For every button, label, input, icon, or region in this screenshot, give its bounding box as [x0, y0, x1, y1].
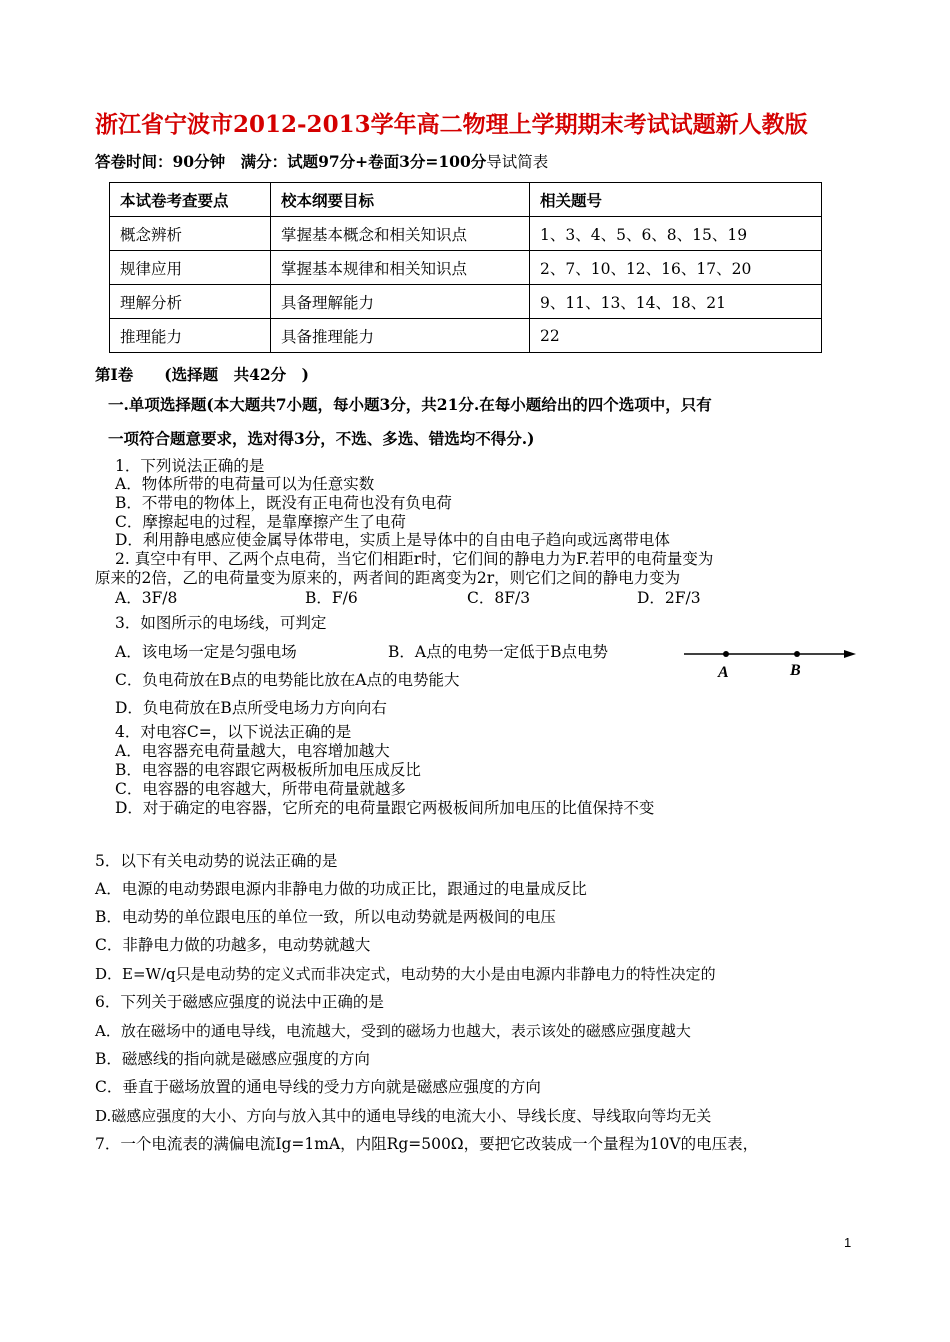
q3-stem: 3．如图所示的电场线，可判定: [115, 614, 327, 632]
q5-option-d: D．E=W/q只是电动势的定义式而非决定式，电动势的大小是由电源内非静电力的特性决定的: [95, 965, 716, 983]
exam-info: [95, 150, 548, 172]
table-cell: 掌握基本规律和相关知识点: [271, 251, 530, 285]
q5-option-c: C．非静电力做的功越多，电动势就越大: [95, 936, 371, 954]
table-cell: 9、11、13、14、18、21: [530, 285, 822, 319]
q2-option-a: A．3F/8: [115, 589, 178, 607]
table-row: [110, 217, 822, 251]
q2-option-d: D．2F/3: [637, 589, 701, 607]
electric-field-line-diagram: [680, 640, 860, 685]
table-header: 本试卷考查要点: [110, 183, 271, 217]
table-cell: 规律应用: [110, 251, 271, 285]
q3-option-a: A．该电场一定是匀强电场: [115, 643, 297, 661]
q3-option-d: D．负电荷放在B点所受电场力方向向右: [115, 699, 387, 717]
q2-option-b: B．F/6: [305, 589, 358, 607]
table-header: 校本纲要目标: [271, 183, 530, 217]
q1-option-a: A．物体所带的电荷量可以为任意实数: [115, 475, 375, 493]
q1-option-c: C．摩擦起电的过程，是靠摩擦产生了电荷: [115, 513, 406, 531]
point-a-dot: [723, 651, 729, 657]
q1-option-b: B．不带电的物体上，既没有正电荷也没有负电荷: [115, 494, 452, 512]
q6-option-c: C．垂直于磁场放置的通电导线的受力方向就是磁感应强度的方向: [95, 1078, 541, 1096]
q6-option-d: D.磁感应强度的大小、方向与放入其中的通电导线的电流大小、导线长度、导线取向等均无关: [95, 1107, 712, 1125]
table-row: [110, 319, 822, 353]
exam-info-label: 答卷时间：90分钟 满分：试题97分+卷面3分=100分: [95, 152, 487, 171]
table-cell: 概念辨析: [110, 217, 271, 251]
table-header-row: [110, 183, 822, 217]
table-cell: 掌握基本概念和相关知识点: [271, 217, 530, 251]
page-number: 1: [844, 1235, 852, 1250]
section-instruction-line2: 一项符合题意要求，选对得3分，不选、多选、错选均不得分.): [108, 429, 535, 448]
q7-stem: 7．一个电流表的满偏电流Ig=1mA，内阻Rg=500Ω，要把它改装成一个量程为10V的电压表，: [95, 1135, 759, 1153]
q1-option-d: D．利用静电感应使金属导体带电，实质上是导体中的自由电子趋向或远离带电体: [115, 531, 670, 549]
q4-option-b: B．电容器的电容跟它两极板所加电压成反比: [115, 761, 421, 779]
exam-guide-table: [109, 182, 822, 353]
point-b-dot: [794, 651, 800, 657]
table-header: 相关题号: [530, 183, 822, 217]
exam-info-suffix: 导试简表: [486, 153, 549, 171]
q5-stem: 5．以下有关电动势的说法正确的是: [95, 852, 338, 870]
q3-option-b: B．A点的电势一定低于B点电势: [388, 643, 608, 661]
q2-option-c: C．8F/3: [467, 589, 531, 607]
q6-stem: 6．下列关于磁感应强度的说法中正确的是: [95, 993, 384, 1011]
q4-option-c: C．电容器的电容越大，所带电荷量就越多: [115, 780, 406, 798]
q4-option-d: D．对于确定的电容器，它所充的电荷量跟它两极板间所加电压的比值保持不变: [115, 799, 655, 817]
point-b-label: B: [790, 662, 801, 679]
table-cell: 具备理解能力: [271, 285, 530, 319]
table-row: [110, 285, 822, 319]
q6-option-b: B．磁感线的指向就是磁感应强度的方向: [95, 1050, 370, 1068]
section-instruction-line1: 一.单项选择题(本大题共7小题，每小题3分，共21分.在每小题给出的四个选项中，只有: [108, 395, 712, 414]
q5-option-a: A．电源的电动势跟电源内非静电力做的功成正比，跟通过的电量成反比: [95, 880, 587, 898]
q1-stem: 1．下列说法正确的是: [115, 457, 265, 475]
q4-option-a: A．电容器充电荷量越大，电容增加越大: [115, 742, 390, 760]
table-cell: 理解分析: [110, 285, 271, 319]
table-cell: 1、3、4、5、6、8、15、19: [530, 217, 822, 251]
q2-stem-line1: 2. 真空中有甲、乙两个点电荷，当它们相距r时，它们间的静电力为F.若甲的电荷量变为: [115, 550, 714, 568]
table-cell: 2、7、10、12、16、17、20: [530, 251, 822, 285]
field-arrow-head: [844, 650, 856, 658]
section-heading: 第Ⅰ卷 (选择题 共42分 ): [95, 365, 309, 384]
point-a-label: A: [718, 664, 729, 681]
table-cell: 推理能力: [110, 319, 271, 353]
q4-stem: 4．对电容C=，以下说法正确的是: [115, 723, 352, 741]
table-cell: 具备推理能力: [271, 319, 530, 353]
document-title: 浙江省宁波市2012-2013学年高二物理上学期期末考试试题新人教版: [95, 111, 808, 138]
q2-stem-line2: 原来的2倍，乙的电荷量变为原来的，两者间的距离变为2r，则它们之间的静电力变为: [95, 569, 681, 587]
q3-option-c: C．负电荷放在B点的电势能比放在A点的电势能大: [115, 671, 460, 689]
table-row: [110, 251, 822, 285]
q6-option-a: A．放在磁场中的通电导线，电流越大，受到的磁场力也越大，表示该处的磁感应强度越大: [95, 1022, 691, 1040]
q5-option-b: B．电动势的单位跟电压的单位一致，所以电动势就是两极间的电压: [95, 908, 556, 926]
table-cell: 22: [530, 319, 822, 353]
